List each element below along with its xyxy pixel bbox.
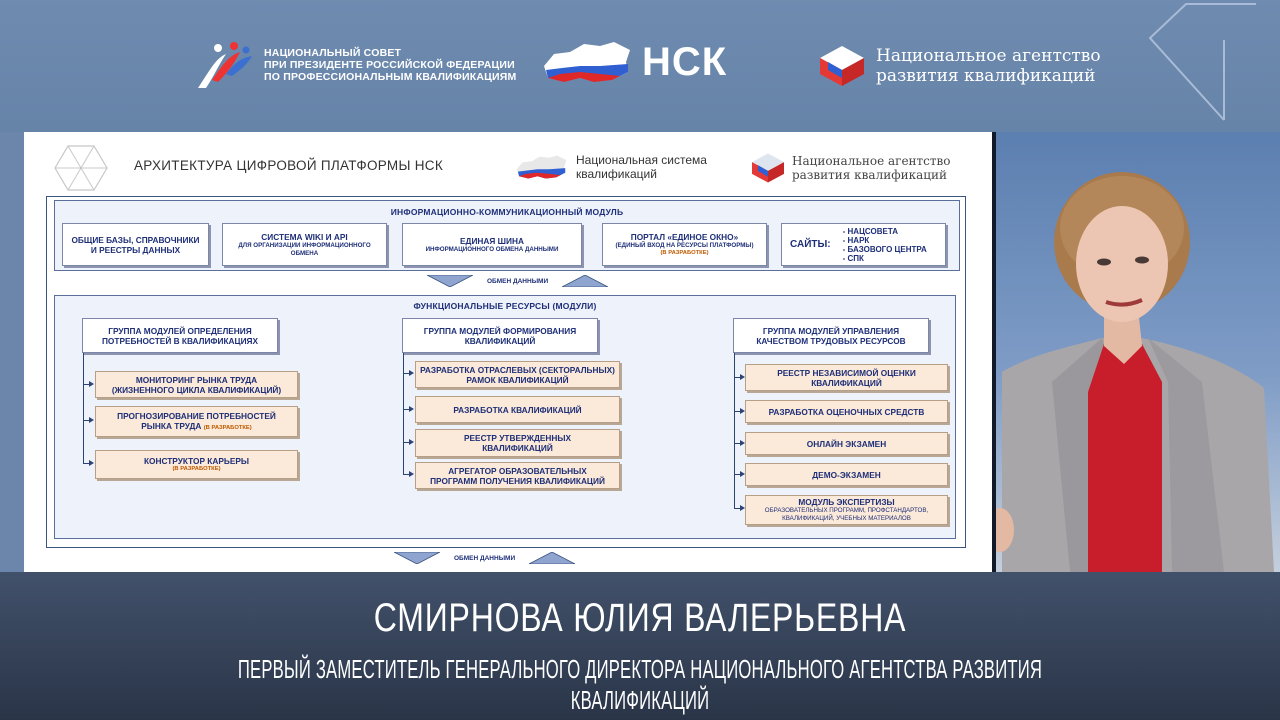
box-line: РАЗРАБОТКА ОЦЕНОЧНЫХ СРЕДСТВ [768, 406, 925, 417]
career-builder-box [95, 450, 298, 479]
in-development-label: (В РАЗРАБОТКЕ) [660, 250, 709, 256]
box-line: ПОТРЕБНОСТЕЙ В КВАЛИФИКАЦИЯХ [101, 335, 259, 346]
group-header-quality [733, 318, 929, 353]
sites-list [843, 227, 927, 263]
data-bus-box [402, 223, 582, 266]
council-line-2: ПРИ ПРЕЗИДЕНТЕ РОССИЙСКОЙ ФЕДЕРАЦИИ [264, 59, 515, 71]
single-window-portal-box [602, 223, 767, 266]
speaker-video [992, 132, 1280, 572]
group-header-needs [82, 318, 278, 353]
box-line: ГРУППА МОДУЛЕЙ УПРАВЛЕНИЯ [762, 325, 900, 336]
box-line: МОНИТОРИНГ РЫНКА ТРУДА [135, 374, 258, 385]
in-development-label: (В РАЗРАБОТКЕ) [203, 425, 252, 431]
approved-qualifications-registry-box [415, 429, 620, 457]
box-subtext: (ЕДИНЫЙ ВХОД НА РЕСУРСЫ ПЛАТФОРМЫ) [615, 242, 754, 249]
info-comm-module [54, 200, 960, 271]
russia-flag-map-icon [512, 152, 570, 182]
forecasting-box [95, 406, 298, 437]
arrow-right-icon [89, 460, 94, 466]
box-line: ГРУППА МОДУЛЕЙ ОПРЕДЕЛЕНИЯ [108, 325, 252, 336]
nsk-wordmark: НСК [642, 39, 728, 84]
data-exchange-row [394, 552, 575, 564]
slide-agency-logo [750, 152, 951, 184]
box-line: КВАЛИФИКАЦИЙ [811, 377, 882, 388]
box-line: РЫНКА ТРУДА [141, 421, 202, 431]
box-subtext: ДЛЯ ОРГАНИЗАЦИИ ИНФОРМАЦИОННОГО ОБМЕНА [238, 241, 371, 257]
programs-aggregator-box [415, 462, 620, 489]
slide-agency-line-2: развития квалификаций [792, 168, 947, 182]
arrow-down-icon [394, 552, 440, 564]
site-item: - НАРК [842, 235, 870, 245]
architecture-frame [46, 196, 966, 548]
box-subtext: ИНФОРМАЦИОННОГО ОБМЕНА ДАННЫМИ [425, 245, 559, 253]
agency-cube-icon [750, 152, 786, 184]
speaker-figure [992, 132, 1280, 572]
arrow-up-icon [529, 552, 575, 564]
box-line: ПОРТАЛ «ЕДИНОЕ ОКНО» [630, 232, 739, 242]
box-subtext: КВАЛИФИКАЦИЙ, УЧЕБНЫХ МАТЕРИАЛОВ [782, 515, 911, 522]
exchange-label: ОБМЕН ДАННЫМИ [454, 554, 516, 562]
assessment-tools-box [745, 400, 948, 423]
box-line: КОНСТРУКТОР КАРЬЕРЫ [143, 456, 250, 466]
box-line: КАЧЕСТВОМ ТРУДОВЫХ РЕСУРСОВ [756, 335, 906, 346]
nsk-logo [540, 36, 727, 88]
connector [83, 353, 84, 463]
agency-line-1: Национальное агентство [876, 46, 1101, 66]
box-line: ОБЩИЕ БАЗЫ, СПРАВОЧНИКИ [71, 234, 200, 245]
agency-line-2: развития квалификаций [876, 66, 1096, 86]
presentation-slide [24, 132, 992, 572]
russia-flag-map-icon [540, 36, 632, 88]
site-item: - БАЗОВОГО ЦЕНТРА [842, 244, 927, 254]
slide-nsk-line-2: квалификаций [576, 167, 657, 181]
box-subtext: ОБРАЗОВАТЕЛЬНЫХ ПРОГРАММ, ПРОФСТАНДАРТОВ, [764, 507, 929, 514]
box-line: КВАЛИФИКАЦИЙ [464, 335, 536, 346]
box-line: СИСТЕМА WIKI И API [261, 231, 348, 242]
arrow-up-icon [562, 275, 608, 287]
box-line: РАЗРАБОТКА ОТРАСЛЕВЫХ (СЕКТОРАЛЬНЫХ) [420, 364, 615, 375]
speaker-role: ПЕРВЫЙ ЗАМЕСТИТЕЛЬ ГЕНЕРАЛЬНОГО ДИРЕКТОРА НАЦИОНАЛЬНОГО АГЕНТСТВА РАЗВИТИЯ КВАЛИФИКАЦИЙ [237, 654, 1043, 715]
lower-third-caption [0, 572, 1280, 720]
box-line: РЕЕСТР НЕЗАВИСИМОЙ ОЦЕНКИ [777, 367, 916, 378]
online-exam-box [745, 432, 948, 455]
exchange-label: ОБМЕН ДАННЫМИ [487, 277, 549, 285]
arrow-right-icon [409, 370, 414, 376]
box-line: ГРУППА МОДУЛЕЙ ФОРМИРОВАНИЯ [423, 325, 577, 336]
arrow-right-icon [409, 439, 414, 445]
box-line: ЕДИНАЯ ШИНА [460, 235, 524, 246]
group-header-formation [402, 318, 598, 353]
hexagon-outline-icon [54, 144, 108, 192]
box-line: РАМОК КВАЛИФИКАЦИЙ [466, 374, 569, 385]
sites-box [781, 223, 946, 266]
independent-assessment-registry-box [745, 364, 948, 391]
arrow-right-icon [89, 417, 94, 423]
box-line: ПРОГНОЗИРОВАНИЕ ПОТРЕБНОСТЕЙ [117, 411, 276, 421]
box-line: АГРЕГАТОР ОБРАЗОВАТЕЛЬНЫХ [448, 465, 587, 476]
box-line: КВАЛИФИКАЦИЙ [482, 443, 553, 453]
agency-cube-icon [818, 44, 866, 88]
agency-logo [818, 44, 1101, 88]
box-line: МОДУЛЬ ЭКСПЕРТИЗЫ [798, 497, 895, 507]
box-line: (ЖИЗНЕННОГО ЦИКЛА КВАЛИФИКАЦИЙ) [111, 384, 282, 395]
expertise-module-box [745, 495, 948, 525]
box-line: РЕЕСТР УТВЕРЖДЕННЫХ [463, 433, 572, 443]
info-module-title: ИНФОРМАЦИОННО-КОММУНИКАЦИОННЫЙ МОДУЛЬ [390, 207, 624, 217]
site-item: - НАЦСОВЕТА [842, 226, 898, 236]
slide-nsk-line-1: Национальная система [576, 153, 707, 167]
slide-agency-line-1: Национальное агентство [792, 154, 951, 168]
box-line: ПРОГРАММ ПОЛУЧЕНИЯ КВАЛИФИКАЦИЙ [430, 475, 605, 486]
connector [403, 353, 404, 474]
slide-title: АРХИТЕКТУРА ЦИФРОВОЙ ПЛАТФОРМЫ НСК [134, 158, 444, 173]
wiki-api-box [222, 223, 387, 266]
databases-box [62, 223, 209, 266]
speaker-name: СМИРНОВА ЮЛИЯ ВАЛЕРЬЕВНА [373, 596, 907, 640]
sector-frameworks-box [415, 361, 620, 388]
council-line-1: НАЦИОНАЛЬНЫЙ СОВЕТ [264, 47, 402, 59]
sites-label: САЙТЫ: [790, 238, 831, 250]
people-emblem-icon [196, 40, 254, 90]
arrow-right-icon [89, 381, 94, 387]
demo-exam-box [745, 463, 948, 486]
national-council-logo [196, 40, 517, 90]
slide-nsk-logo [512, 152, 707, 182]
box-line: ДЕМО-ЭКЗАМЕН [812, 469, 881, 480]
func-module-title: ФУНКЦИОНАЛЬНЫЕ РЕСУРСЫ (МОДУЛИ) [413, 301, 597, 311]
in-development-label: (В РАЗРАБОТКЕ) [172, 466, 221, 472]
arrow-down-icon [427, 275, 473, 287]
box-line: РАЗРАБОТКА КВАЛИФИКАЦИЙ [453, 404, 582, 415]
box-line: И РЕЕСТРЫ ДАННЫХ [90, 244, 181, 255]
box-line: ОНЛАЙН ЭКЗАМЕН [806, 438, 887, 449]
arrow-right-icon [409, 406, 414, 412]
council-line-3: ПО ПРОФЕССИОНАЛЬНЫМ КВАЛИФИКАЦИЯМ [264, 71, 517, 83]
broadcast-header [0, 0, 1280, 132]
functional-resources-module [54, 295, 956, 539]
arrow-right-icon [409, 471, 414, 477]
labor-market-monitoring-box [95, 371, 298, 398]
video-divider [992, 132, 996, 572]
data-exchange-row [427, 275, 608, 287]
qualification-development-box [415, 396, 620, 423]
decorative-hexagon-outline [1146, 0, 1256, 126]
site-item: - СПК [842, 253, 864, 263]
